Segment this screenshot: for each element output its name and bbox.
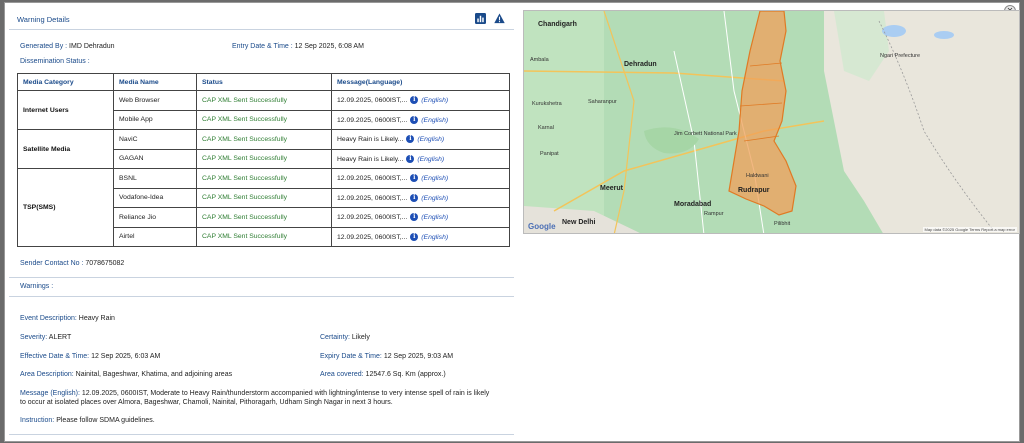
col-media-name: Media Name — [114, 74, 197, 91]
entry-date-time: Entry Date & Time : 12 Sep 2025, 6:08 AM — [232, 43, 364, 50]
media-name: Airtel — [114, 227, 197, 247]
category-tsp-sms: TSP(SMS) — [18, 169, 114, 247]
status-text: CAP XML Sent Successfully — [197, 130, 332, 150]
message-cell: Heavy Rain is Likely... i (English) — [332, 130, 510, 150]
language-link[interactable]: (English) — [421, 175, 449, 183]
category-satellite-media: Satellite Media — [18, 130, 114, 169]
message-cell: Heavy Rain is Likely... i (English) — [332, 149, 510, 169]
col-message: Message(Language) — [332, 74, 510, 91]
info-icon[interactable]: i — [410, 213, 418, 221]
col-status: Status — [197, 74, 332, 91]
message-cell: 12.09.2025, 0600IST,... i (English) — [332, 91, 510, 111]
info-icon[interactable]: i — [406, 155, 414, 163]
map-label: Pilibhit — [774, 221, 791, 227]
map-attribution[interactable]: Map data ©2025 Google Terms Report a map error — [924, 227, 1015, 232]
warning-area-map[interactable] — [523, 10, 1020, 234]
warnings-label: Warnings : — [20, 283, 54, 290]
instruction: Instruction: Please follow SDMA guidelines. — [20, 417, 155, 424]
map-label: Panipat — [540, 151, 559, 157]
info-icon[interactable]: i — [410, 233, 418, 241]
severity: Severity: ALERT — [20, 334, 72, 341]
map-label: Ambala — [530, 57, 549, 63]
language-link[interactable]: (English) — [421, 214, 449, 222]
message-cell: 12.09.2025, 0600IST,... i (English) — [332, 188, 510, 208]
bar-chart-icon[interactable] — [475, 13, 486, 24]
message-english: Message (English): 12.09.2025, 0600IST, Moderate to Heavy Rain/thunderstorm accompanied with lightning/intense to very intense spell of rain is likely — [20, 390, 490, 397]
map-label: Meerut — [600, 185, 623, 192]
map-label: New Delhi — [562, 219, 596, 226]
status-text: CAP XML Sent Successfully — [197, 227, 332, 247]
table-row — [18, 169, 510, 189]
map-canvas — [524, 11, 1020, 234]
info-icon[interactable]: i — [406, 135, 414, 143]
media-name: Web Browser — [114, 91, 197, 111]
media-name: GAGAN — [114, 149, 197, 169]
status-text: CAP XML Sent Successfully — [197, 149, 332, 169]
info-icon[interactable]: i — [410, 96, 418, 104]
table-row — [18, 130, 510, 150]
map-label: Karnal — [538, 125, 554, 131]
divider — [9, 277, 514, 278]
language-link[interactable]: (English) — [421, 97, 449, 105]
media-name: NaviC — [114, 130, 197, 150]
area-covered: Area covered: 12547.6 Sq. Km (approx.) — [320, 371, 446, 378]
status-text: CAP XML Sent Successfully — [197, 188, 332, 208]
map-label: Chandigarh — [538, 21, 577, 28]
status-text: CAP XML Sent Successfully — [197, 208, 332, 228]
map-label: Jim Corbett National Park — [674, 131, 737, 137]
media-name: BSNL — [114, 169, 197, 189]
sender-contact: Sender Contact No : 7078675082 — [20, 260, 125, 267]
warning-details-panel — [9, 7, 514, 439]
message-cell: 12.09.2025, 0600IST,... i (English) — [332, 227, 510, 247]
divider — [9, 296, 514, 297]
status-text: CAP XML Sent Successfully — [197, 91, 332, 111]
map-label: Moradabad — [674, 201, 712, 208]
event-description: Event Description: Heavy Rain — [20, 315, 115, 322]
map-label: Kurukshetra — [532, 101, 562, 107]
panel-title: Warning Details — [17, 15, 70, 24]
certainty: Certainty: Likely — [320, 334, 370, 341]
language-link[interactable]: (English) — [421, 233, 449, 241]
divider — [9, 434, 514, 435]
google-logo: Google — [528, 222, 556, 231]
effective-date-time: Effective Date & Time: 12 Sep 2025, 6:03 AM — [20, 353, 161, 360]
warning-details-modal — [4, 2, 1020, 442]
media-name: Mobile App — [114, 110, 197, 130]
table-header-row — [18, 74, 510, 91]
map-label: Saharanpur — [588, 99, 617, 105]
status-text: CAP XML Sent Successfully — [197, 169, 332, 189]
table-row — [18, 91, 510, 111]
map-label: Rudrapur — [738, 187, 770, 194]
message-cell: 12.09.2025, 0600IST,... i (English) — [332, 110, 510, 130]
language-link[interactable]: (English) — [417, 136, 445, 144]
dissemination-status-label: Dissemination Status : — [20, 58, 90, 65]
message-english-cont: to occur at isolated places over Almora, Bageshwar, Chamoli, Nainital, Pithoragarh, Udham Singh Nagar in next 3 hours. — [20, 399, 393, 406]
info-icon[interactable]: i — [410, 174, 418, 182]
map-label: Rampur — [704, 211, 724, 217]
message-cell: 12.09.2025, 0600IST,... i (English) — [332, 208, 510, 228]
area-description: Area Description: Nainital, Bageshwar, Khatima, and adjoining areas — [20, 371, 233, 378]
category-internet-users: Internet Users — [18, 91, 114, 130]
info-icon[interactable]: i — [410, 116, 418, 124]
panel-header — [9, 7, 514, 30]
warning-triangle-icon[interactable] — [494, 13, 505, 24]
media-name: Reliance Jio — [114, 208, 197, 228]
map-label: Dehradun — [624, 61, 657, 68]
status-text: CAP XML Sent Successfully — [197, 110, 332, 130]
map-label: Haldwani — [746, 173, 769, 179]
info-icon[interactable]: i — [410, 194, 418, 202]
dissemination-table — [17, 73, 510, 247]
col-media-category: Media Category — [18, 74, 114, 91]
message-cell: 12.09.2025, 0600IST,... i (English) — [332, 169, 510, 189]
map-label: Ngari Prefecture — [880, 53, 921, 59]
media-name: Vodafone-Idea — [114, 188, 197, 208]
language-link[interactable]: (English) — [421, 194, 449, 202]
generated-by: Generated By : IMD Dehradun — [20, 43, 115, 50]
language-link[interactable]: (English) — [421, 116, 449, 124]
expiry-date-time: Expiry Date & Time: 12 Sep 2025, 9:03 AM — [320, 353, 454, 360]
language-link[interactable]: (English) — [417, 155, 445, 163]
